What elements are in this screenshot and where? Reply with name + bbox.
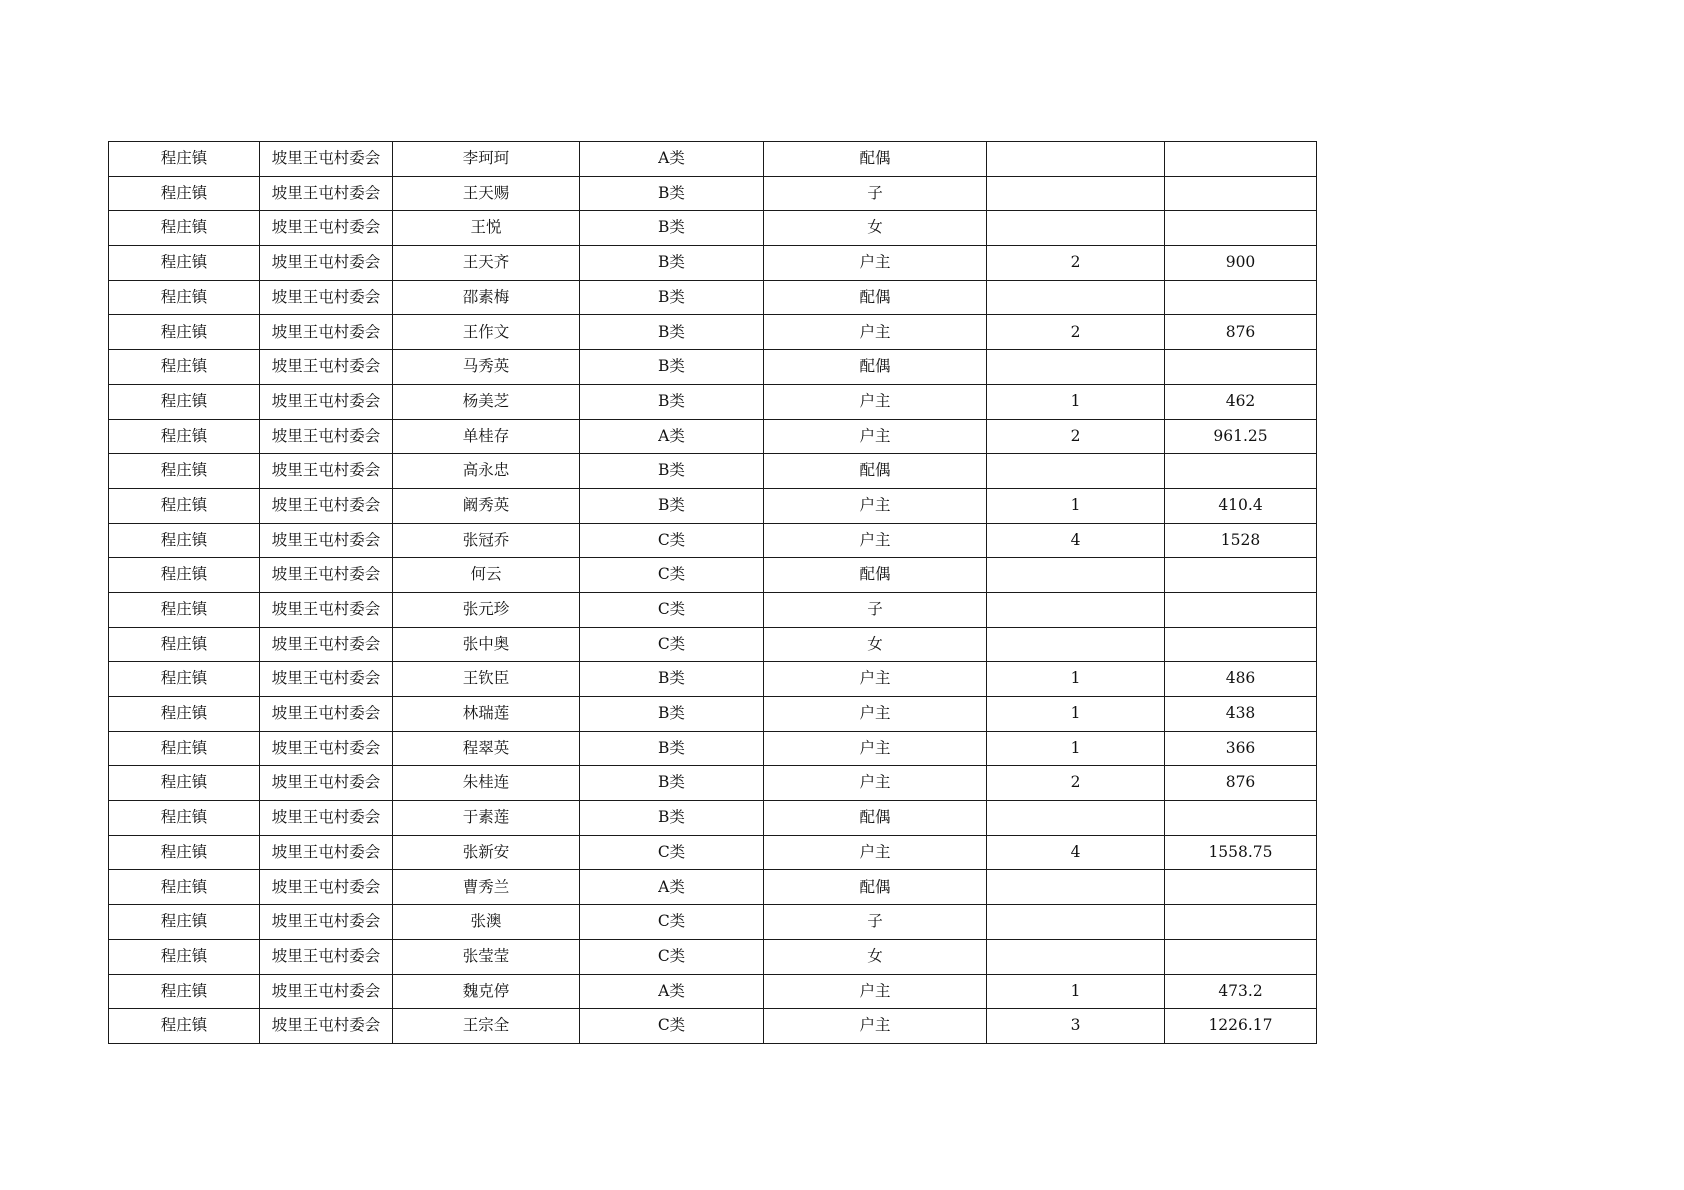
household-count-cell: 4 <box>987 835 1165 870</box>
village-cell: 坡里王屯村委会 <box>260 176 393 211</box>
town-cell: 程庄镇 <box>109 662 260 697</box>
relation-cell: 户主 <box>764 835 987 870</box>
town-cell: 程庄镇 <box>109 280 260 315</box>
amount-cell: 1558.75 <box>1165 835 1317 870</box>
village-cell: 坡里王屯村委会 <box>260 835 393 870</box>
beneficiary-table <box>108 141 1317 1044</box>
name-cell: 张新安 <box>393 835 580 870</box>
category-cell: C类 <box>580 939 764 974</box>
relation-cell: 女 <box>764 939 987 974</box>
document-page <box>108 141 1317 1044</box>
town-cell: 程庄镇 <box>109 627 260 662</box>
household-count-cell <box>987 905 1165 940</box>
amount-cell: 366 <box>1165 731 1317 766</box>
village-cell: 坡里王屯村委会 <box>260 870 393 905</box>
household-count-cell: 2 <box>987 246 1165 281</box>
table-row <box>109 246 1317 281</box>
relation-cell: 户主 <box>764 246 987 281</box>
category-cell: B类 <box>580 350 764 385</box>
village-cell: 坡里王屯村委会 <box>260 627 393 662</box>
table-row <box>109 905 1317 940</box>
village-cell: 坡里王屯村委会 <box>260 488 393 523</box>
name-cell: 何云 <box>393 558 580 593</box>
household-count-cell: 2 <box>987 419 1165 454</box>
table-row <box>109 176 1317 211</box>
category-cell: C类 <box>580 523 764 558</box>
category-cell: B类 <box>580 315 764 350</box>
table-row <box>109 801 1317 836</box>
town-cell: 程庄镇 <box>109 905 260 940</box>
amount-cell: 961.25 <box>1165 419 1317 454</box>
village-cell: 坡里王屯村委会 <box>260 939 393 974</box>
name-cell: 王天齐 <box>393 246 580 281</box>
table-row <box>109 454 1317 489</box>
household-count-cell: 1 <box>987 662 1165 697</box>
amount-cell <box>1165 558 1317 593</box>
name-cell: 张元珍 <box>393 592 580 627</box>
relation-cell: 户主 <box>764 731 987 766</box>
household-count-cell <box>987 142 1165 177</box>
name-cell: 程翠英 <box>393 731 580 766</box>
village-cell: 坡里王屯村委会 <box>260 558 393 593</box>
relation-cell: 户主 <box>764 974 987 1009</box>
table-row <box>109 627 1317 662</box>
category-cell: B类 <box>580 246 764 281</box>
category-cell: B类 <box>580 766 764 801</box>
town-cell: 程庄镇 <box>109 1009 260 1044</box>
name-cell: 王钦臣 <box>393 662 580 697</box>
name-cell: 林瑞莲 <box>393 697 580 732</box>
town-cell: 程庄镇 <box>109 870 260 905</box>
town-cell: 程庄镇 <box>109 731 260 766</box>
household-count-cell <box>987 454 1165 489</box>
town-cell: 程庄镇 <box>109 454 260 489</box>
category-cell: A类 <box>580 870 764 905</box>
town-cell: 程庄镇 <box>109 974 260 1009</box>
table-body <box>109 142 1317 1044</box>
amount-cell: 876 <box>1165 766 1317 801</box>
amount-cell <box>1165 905 1317 940</box>
village-cell: 坡里王屯村委会 <box>260 801 393 836</box>
name-cell: 李珂珂 <box>393 142 580 177</box>
category-cell: A类 <box>580 974 764 1009</box>
village-cell: 坡里王屯村委会 <box>260 731 393 766</box>
town-cell: 程庄镇 <box>109 801 260 836</box>
village-cell: 坡里王屯村委会 <box>260 523 393 558</box>
relation-cell: 户主 <box>764 766 987 801</box>
relation-cell: 子 <box>764 176 987 211</box>
household-count-cell: 1 <box>987 697 1165 732</box>
town-cell: 程庄镇 <box>109 211 260 246</box>
table-row <box>109 974 1317 1009</box>
table-row <box>109 523 1317 558</box>
relation-cell: 女 <box>764 627 987 662</box>
name-cell: 王宗全 <box>393 1009 580 1044</box>
relation-cell: 配偶 <box>764 454 987 489</box>
household-count-cell <box>987 280 1165 315</box>
relation-cell: 户主 <box>764 1009 987 1044</box>
amount-cell <box>1165 939 1317 974</box>
amount-cell: 1226.17 <box>1165 1009 1317 1044</box>
name-cell: 单桂存 <box>393 419 580 454</box>
household-count-cell <box>987 211 1165 246</box>
category-cell: C类 <box>580 592 764 627</box>
amount-cell <box>1165 280 1317 315</box>
relation-cell: 户主 <box>764 488 987 523</box>
village-cell: 坡里王屯村委会 <box>260 350 393 385</box>
town-cell: 程庄镇 <box>109 766 260 801</box>
amount-cell <box>1165 870 1317 905</box>
table-row <box>109 419 1317 454</box>
table-row <box>109 939 1317 974</box>
category-cell: B类 <box>580 662 764 697</box>
name-cell: 王天赐 <box>393 176 580 211</box>
name-cell: 马秀英 <box>393 350 580 385</box>
town-cell: 程庄镇 <box>109 315 260 350</box>
category-cell: A类 <box>580 419 764 454</box>
table-row <box>109 697 1317 732</box>
household-count-cell: 1 <box>987 974 1165 1009</box>
table-row <box>109 731 1317 766</box>
town-cell: 程庄镇 <box>109 558 260 593</box>
category-cell: B类 <box>580 801 764 836</box>
relation-cell: 户主 <box>764 384 987 419</box>
town-cell: 程庄镇 <box>109 246 260 281</box>
household-count-cell <box>987 558 1165 593</box>
town-cell: 程庄镇 <box>109 176 260 211</box>
amount-cell <box>1165 454 1317 489</box>
amount-cell: 473.2 <box>1165 974 1317 1009</box>
village-cell: 坡里王屯村委会 <box>260 246 393 281</box>
relation-cell: 户主 <box>764 419 987 454</box>
amount-cell <box>1165 350 1317 385</box>
household-count-cell <box>987 870 1165 905</box>
category-cell: C类 <box>580 558 764 593</box>
household-count-cell: 1 <box>987 384 1165 419</box>
category-cell: C类 <box>580 905 764 940</box>
name-cell: 张中奥 <box>393 627 580 662</box>
village-cell: 坡里王屯村委会 <box>260 142 393 177</box>
amount-cell: 462 <box>1165 384 1317 419</box>
village-cell: 坡里王屯村委会 <box>260 384 393 419</box>
table-row <box>109 315 1317 350</box>
town-cell: 程庄镇 <box>109 488 260 523</box>
name-cell: 高永忠 <box>393 454 580 489</box>
name-cell: 张澳 <box>393 905 580 940</box>
amount-cell <box>1165 592 1317 627</box>
name-cell: 魏克停 <box>393 974 580 1009</box>
relation-cell: 配偶 <box>764 558 987 593</box>
village-cell: 坡里王屯村委会 <box>260 905 393 940</box>
village-cell: 坡里王屯村委会 <box>260 419 393 454</box>
village-cell: 坡里王屯村委会 <box>260 592 393 627</box>
relation-cell: 户主 <box>764 315 987 350</box>
amount-cell: 410.4 <box>1165 488 1317 523</box>
name-cell: 于素莲 <box>393 801 580 836</box>
relation-cell: 配偶 <box>764 801 987 836</box>
category-cell: B类 <box>580 211 764 246</box>
amount-cell <box>1165 211 1317 246</box>
table-row <box>109 766 1317 801</box>
table-row <box>109 592 1317 627</box>
household-count-cell: 3 <box>987 1009 1165 1044</box>
name-cell: 张莹莹 <box>393 939 580 974</box>
table-row <box>109 1009 1317 1044</box>
village-cell: 坡里王屯村委会 <box>260 211 393 246</box>
table-row <box>109 142 1317 177</box>
relation-cell: 户主 <box>764 662 987 697</box>
table-row <box>109 835 1317 870</box>
table-row <box>109 662 1317 697</box>
relation-cell: 子 <box>764 592 987 627</box>
village-cell: 坡里王屯村委会 <box>260 454 393 489</box>
relation-cell: 户主 <box>764 697 987 732</box>
category-cell: C类 <box>580 835 764 870</box>
relation-cell: 配偶 <box>764 280 987 315</box>
table-row <box>109 211 1317 246</box>
household-count-cell: 1 <box>987 731 1165 766</box>
household-count-cell: 2 <box>987 315 1165 350</box>
category-cell: B类 <box>580 454 764 489</box>
name-cell: 王悦 <box>393 211 580 246</box>
amount-cell <box>1165 801 1317 836</box>
amount-cell <box>1165 627 1317 662</box>
town-cell: 程庄镇 <box>109 939 260 974</box>
village-cell: 坡里王屯村委会 <box>260 315 393 350</box>
household-count-cell <box>987 801 1165 836</box>
household-count-cell <box>987 176 1165 211</box>
category-cell: C类 <box>580 627 764 662</box>
household-count-cell <box>987 627 1165 662</box>
relation-cell: 户主 <box>764 523 987 558</box>
household-count-cell: 1 <box>987 488 1165 523</box>
table-row <box>109 488 1317 523</box>
name-cell: 朱桂连 <box>393 766 580 801</box>
town-cell: 程庄镇 <box>109 523 260 558</box>
relation-cell: 配偶 <box>764 870 987 905</box>
amount-cell <box>1165 142 1317 177</box>
village-cell: 坡里王屯村委会 <box>260 280 393 315</box>
village-cell: 坡里王屯村委会 <box>260 974 393 1009</box>
town-cell: 程庄镇 <box>109 142 260 177</box>
household-count-cell: 4 <box>987 523 1165 558</box>
table-row <box>109 384 1317 419</box>
amount-cell: 900 <box>1165 246 1317 281</box>
town-cell: 程庄镇 <box>109 419 260 454</box>
name-cell: 曹秀兰 <box>393 870 580 905</box>
amount-cell: 876 <box>1165 315 1317 350</box>
amount-cell: 438 <box>1165 697 1317 732</box>
amount-cell: 1528 <box>1165 523 1317 558</box>
relation-cell: 子 <box>764 905 987 940</box>
category-cell: B类 <box>580 697 764 732</box>
table-row <box>109 280 1317 315</box>
category-cell: B类 <box>580 488 764 523</box>
table-row <box>109 870 1317 905</box>
relation-cell: 配偶 <box>764 350 987 385</box>
village-cell: 坡里王屯村委会 <box>260 662 393 697</box>
household-count-cell <box>987 592 1165 627</box>
category-cell: A类 <box>580 142 764 177</box>
name-cell: 邵素梅 <box>393 280 580 315</box>
household-count-cell: 2 <box>987 766 1165 801</box>
category-cell: B类 <box>580 176 764 211</box>
town-cell: 程庄镇 <box>109 384 260 419</box>
amount-cell: 486 <box>1165 662 1317 697</box>
name-cell: 阚秀英 <box>393 488 580 523</box>
category-cell: B类 <box>580 731 764 766</box>
category-cell: B类 <box>580 280 764 315</box>
household-count-cell <box>987 350 1165 385</box>
village-cell: 坡里王屯村委会 <box>260 1009 393 1044</box>
town-cell: 程庄镇 <box>109 350 260 385</box>
town-cell: 程庄镇 <box>109 697 260 732</box>
town-cell: 程庄镇 <box>109 835 260 870</box>
category-cell: C类 <box>580 1009 764 1044</box>
household-count-cell <box>987 939 1165 974</box>
name-cell: 杨美芝 <box>393 384 580 419</box>
name-cell: 张冠乔 <box>393 523 580 558</box>
village-cell: 坡里王屯村委会 <box>260 766 393 801</box>
table-row <box>109 558 1317 593</box>
village-cell: 坡里王屯村委会 <box>260 697 393 732</box>
amount-cell <box>1165 176 1317 211</box>
category-cell: B类 <box>580 384 764 419</box>
name-cell: 王作文 <box>393 315 580 350</box>
relation-cell: 配偶 <box>764 142 987 177</box>
town-cell: 程庄镇 <box>109 592 260 627</box>
table-row <box>109 350 1317 385</box>
relation-cell: 女 <box>764 211 987 246</box>
